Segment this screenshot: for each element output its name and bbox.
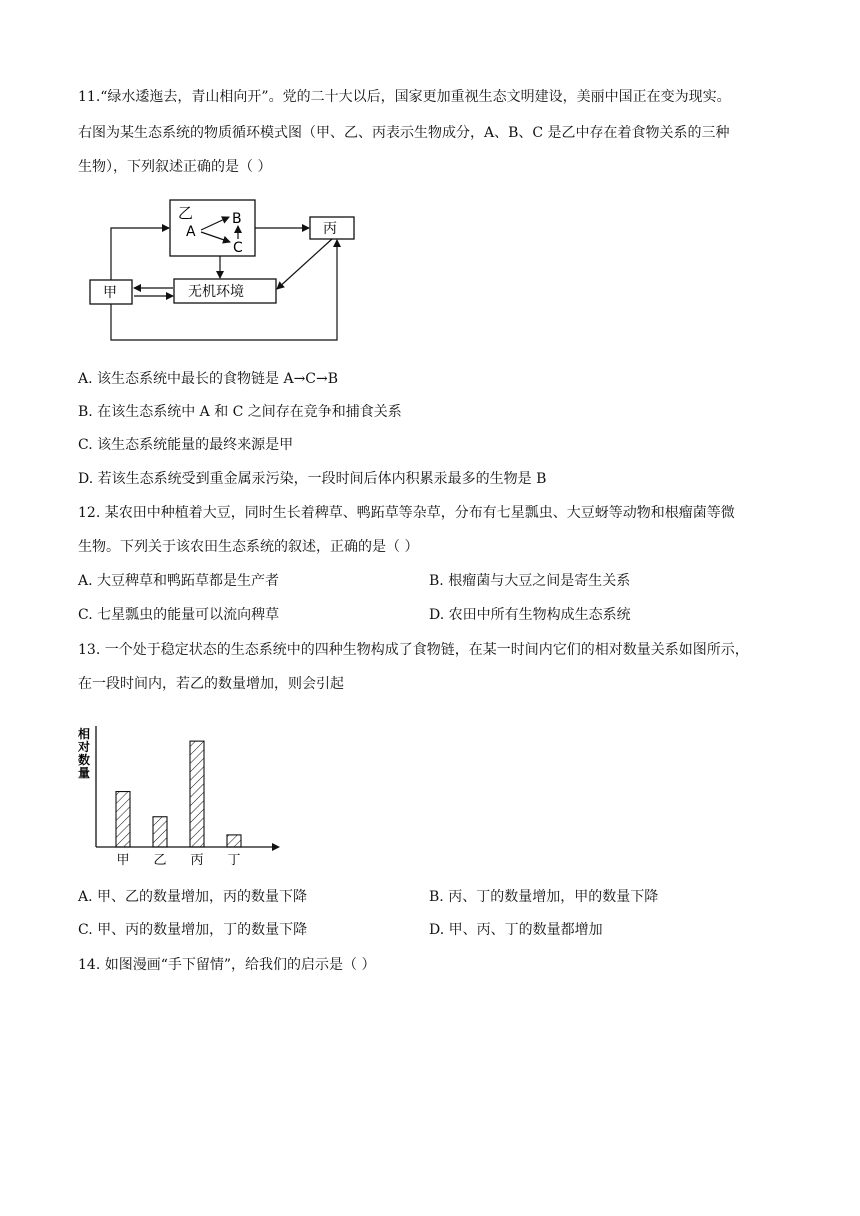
- q11-option-c[interactable]: C. 该生态系统能量的最终来源是甲: [78, 437, 294, 453]
- q12-option-d[interactable]: D. 农田中所有生物构成生态系统: [429, 607, 631, 623]
- x-tick-label-3: 丙: [190, 853, 204, 868]
- q11-stem-line-1: 11.“绿水逶迤去，青山相向开”。党的二十大以后，国家更加重视生态文明建设，美丽中国正在变为现实。: [78, 89, 731, 105]
- y-label-char-4: 量: [78, 766, 91, 780]
- box-env-label: 无机环境: [188, 284, 244, 300]
- q13-stem-line-2: 在一段时间内，若乙的数量增加，则会引起: [78, 676, 344, 692]
- bar-1: [116, 792, 130, 847]
- q11-option-a[interactable]: A. 该生态系统中最长的食物链是 A→C→B: [78, 371, 339, 387]
- q11-option-d[interactable]: D. 若该生态系统受到重金属汞污染，一段时间后体内积累汞最多的生物是 B: [78, 471, 547, 487]
- q12-option-c[interactable]: C. 七星瓢虫的能量可以流向稗草: [78, 607, 280, 623]
- y-label-char-2: 对: [78, 740, 91, 754]
- bar-3: [190, 741, 204, 847]
- q13-option-d[interactable]: D. 甲、丙、丁的数量都增加: [429, 922, 603, 938]
- y-label-char-1: 相: [78, 727, 91, 741]
- node-b: B: [232, 211, 242, 227]
- q13-option-b[interactable]: B. 丙、丁的数量增加，甲的数量下降: [429, 889, 659, 905]
- q13-option-a[interactable]: A. 甲、乙的数量增加，丙的数量下降: [78, 889, 308, 905]
- bar-4: [227, 835, 241, 847]
- box-bing-label: 丙: [323, 221, 337, 237]
- box-jia-label: 甲: [103, 285, 117, 301]
- q11-stem-line-3: 生物），下列叙述正确的是（ ）: [78, 159, 272, 175]
- node-a: A: [186, 224, 196, 240]
- q13-bar-chart: [76, 716, 286, 868]
- q11-stem-line-2: 右图为某生态系统的物质循环模式图（甲、乙、丙表示生物成分，A、B、C 是乙中存在着食物关系的三种: [78, 125, 730, 141]
- x-tick-label-1: 甲: [116, 853, 130, 868]
- x-tick-label-2: 乙: [153, 853, 167, 868]
- node-c: C: [233, 240, 243, 256]
- x-tick-label-4: 丁: [227, 853, 241, 868]
- q11-option-b[interactable]: B. 在该生态系统中 A 和 C 之间存在竞争和捕食关系: [78, 404, 402, 420]
- q12-option-a[interactable]: A. 大豆稗草和鸭跖草都是生产者: [78, 573, 280, 589]
- q14-stem-line-1: 14. 如图漫画“手下留情”，给我们的启示是（ ）: [78, 957, 376, 973]
- bar-2: [153, 817, 167, 847]
- y-axis-label: [77, 726, 90, 780]
- q11-cycle-diagram: [80, 190, 380, 350]
- q12-stem-line-2: 生物。下列关于该农田生态系统的叙述，正确的是（ ）: [78, 539, 419, 555]
- q13-option-c[interactable]: C. 甲、丙的数量增加，丁的数量下降: [78, 922, 308, 938]
- q12-option-b[interactable]: B. 根瘤菌与大豆之间是寄生关系: [429, 573, 631, 589]
- q12-stem-line-1: 12. 某农田中种植着大豆，同时生长着稗草、鸭跖草等杂草，分布有七星瓢虫、大豆蚜等动物和根瘤菌等微: [78, 505, 735, 521]
- y-label-char-3: 数: [78, 753, 91, 767]
- x-axis-arrow: [272, 843, 280, 851]
- box-yi-label: 乙: [178, 204, 194, 222]
- q13-stem-line-1: 13. 一个处于稳定状态的生态系统中的四种生物构成了食物链，在某一时间内它们的相对数量关系如图所示，: [78, 642, 749, 658]
